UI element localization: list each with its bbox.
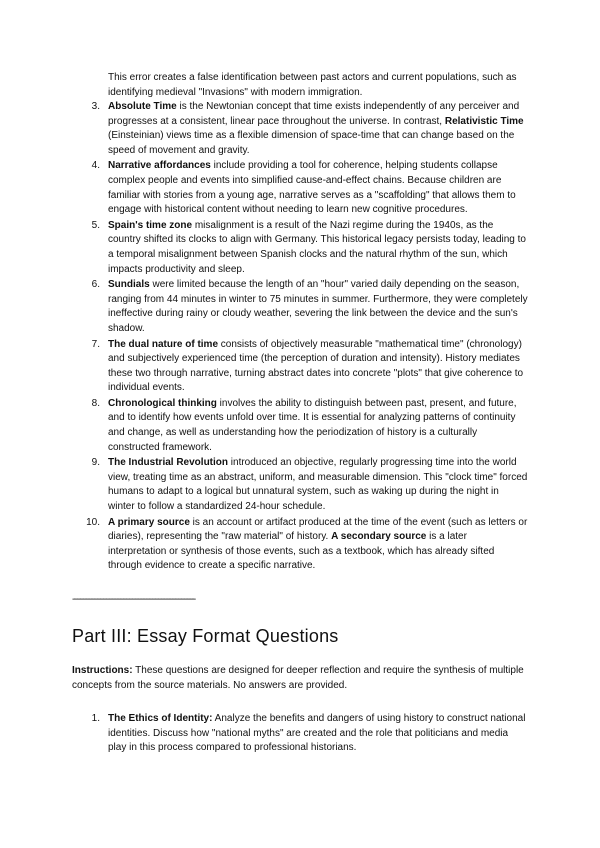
list-item bbox=[0, 159, 528, 217]
essay-question-list bbox=[0, 712, 600, 756]
list-item bbox=[0, 338, 528, 396]
bold-term: Sundials bbox=[108, 279, 150, 291]
intro-continuation: This error creates a false identification between past actors and current populations, such as identifying medieval "Invasions" with modern immigration. bbox=[108, 72, 517, 98]
bold-term: Absolute Time bbox=[108, 101, 177, 112]
item-text: misalignment is a result of the Nazi regime during the 1940s, as the country shifted its clocks to align with Germany. This historical legacy persists today, leading to a temporal misalignment between Spanish clocks and the natural rhythm of the sun, which impacts productivity and sleep. bbox=[108, 219, 526, 275]
item-number: 1 . bbox=[82, 712, 100, 727]
item-text: introduced an objective, regularly progressing time into the world view, treating time as an abstract, uniform, and measurable dimension. This "clock time" forced humans to adapt to a logical but unnatural system, such as waking up during the night in winter to follow a standardized 24-hour schedule. bbox=[108, 457, 528, 513]
item-text: consists of objectively measurable "mathematical time" (chronology) and subjectively experienced time (the perception of duration and intensity). History mediates these two through narrative, turning abstract dates into concrete "plots" that give coherence to individual events. bbox=[108, 338, 524, 394]
list-item bbox=[0, 100, 528, 158]
item-number: 8 . bbox=[82, 397, 100, 412]
item-number: 7 . bbox=[82, 338, 100, 353]
answer-list bbox=[0, 100, 600, 575]
bold-term: Chronological thinking bbox=[108, 397, 217, 409]
item-text: (Einsteinian) views time as a flexible dimension of space-time that can change based on the speed of movement and gravity. bbox=[108, 130, 515, 156]
item-number: 5 . bbox=[82, 219, 100, 234]
instructions-label: Instructions: bbox=[72, 665, 133, 676]
section-divider: -------------------------------------------------------------------------------- bbox=[72, 594, 195, 605]
item-text: is a later interpretation or synthesis of those events, such as a textbook, which has already sifted through evidence to create a specific narrative. bbox=[108, 531, 495, 572]
item-number: 6 . bbox=[82, 278, 100, 293]
item-number: 10 . bbox=[82, 516, 100, 531]
essay-question bbox=[0, 712, 528, 756]
list-item bbox=[0, 456, 528, 514]
bold-term: Relativistic Time bbox=[444, 115, 524, 127]
list-item bbox=[0, 516, 528, 574]
list-item bbox=[0, 397, 528, 455]
bold-term: The Industrial Revolution bbox=[108, 457, 229, 469]
item-number: 9 . bbox=[82, 456, 100, 471]
list-item bbox=[0, 219, 528, 277]
bold-term: Spain's time zone bbox=[108, 219, 193, 231]
item-text: involves the ability to distinguish between past, present, and future, and to identify how events unfold over time. It is essential for analyzing patterns of continuity and change, as well as understanding how the periodization of history is a culturally constructed framework. bbox=[108, 397, 517, 453]
bold-term: A secondary source bbox=[331, 531, 427, 543]
bold-term: The Ethics of Identity: bbox=[108, 713, 213, 724]
item-text: is an account or artifact produced at the time of the event (such as letters or diaries), representing the "raw material" of history. bbox=[108, 516, 528, 543]
instructions-paragraph bbox=[72, 664, 542, 693]
item-number: 3 . bbox=[82, 100, 100, 115]
section-heading: Part III: Essay Format Questions bbox=[72, 626, 339, 646]
item-number: 4 . bbox=[82, 159, 100, 174]
bold-term: The dual nature of time bbox=[108, 338, 219, 350]
item-text: include providing a tool for coherence, helping students collapse complex people and events into simplified cause-and-effect chains. Because children are familiar with stories from a young age, narrative serves as a "scaffolding" that allows them to engage with historical content without needing to learn new cognitive procedures. bbox=[108, 160, 516, 216]
item-text: Analyze the benefits and dangers of using history to construct national identities. Discuss how "national myths" are created and the role that politicians and media play in this process compared to professional historians. bbox=[108, 713, 526, 754]
list-item bbox=[0, 278, 528, 336]
bold-term: A primary source bbox=[108, 516, 190, 528]
item-text: is the Newtonian concept that time exists independently of any perceiver and progresses at a consistent, linear pace throughout the universe. In contrast, bbox=[108, 101, 520, 127]
item-text: were limited because the length of an "hour" varied daily depending on the season, ranging from 44 minutes in winter to 75 minutes in summer. Furthermore, they were completely ineffective during rainy or cloudy weather, severing the link between the device and the sun's shadow. bbox=[108, 279, 528, 334]
bold-term: Narrative affordances bbox=[108, 160, 211, 172]
instructions-text: These questions are designed for deeper reflection and require the synthesis of multiple concepts from the source materials. No answers are provided. bbox=[72, 665, 524, 691]
